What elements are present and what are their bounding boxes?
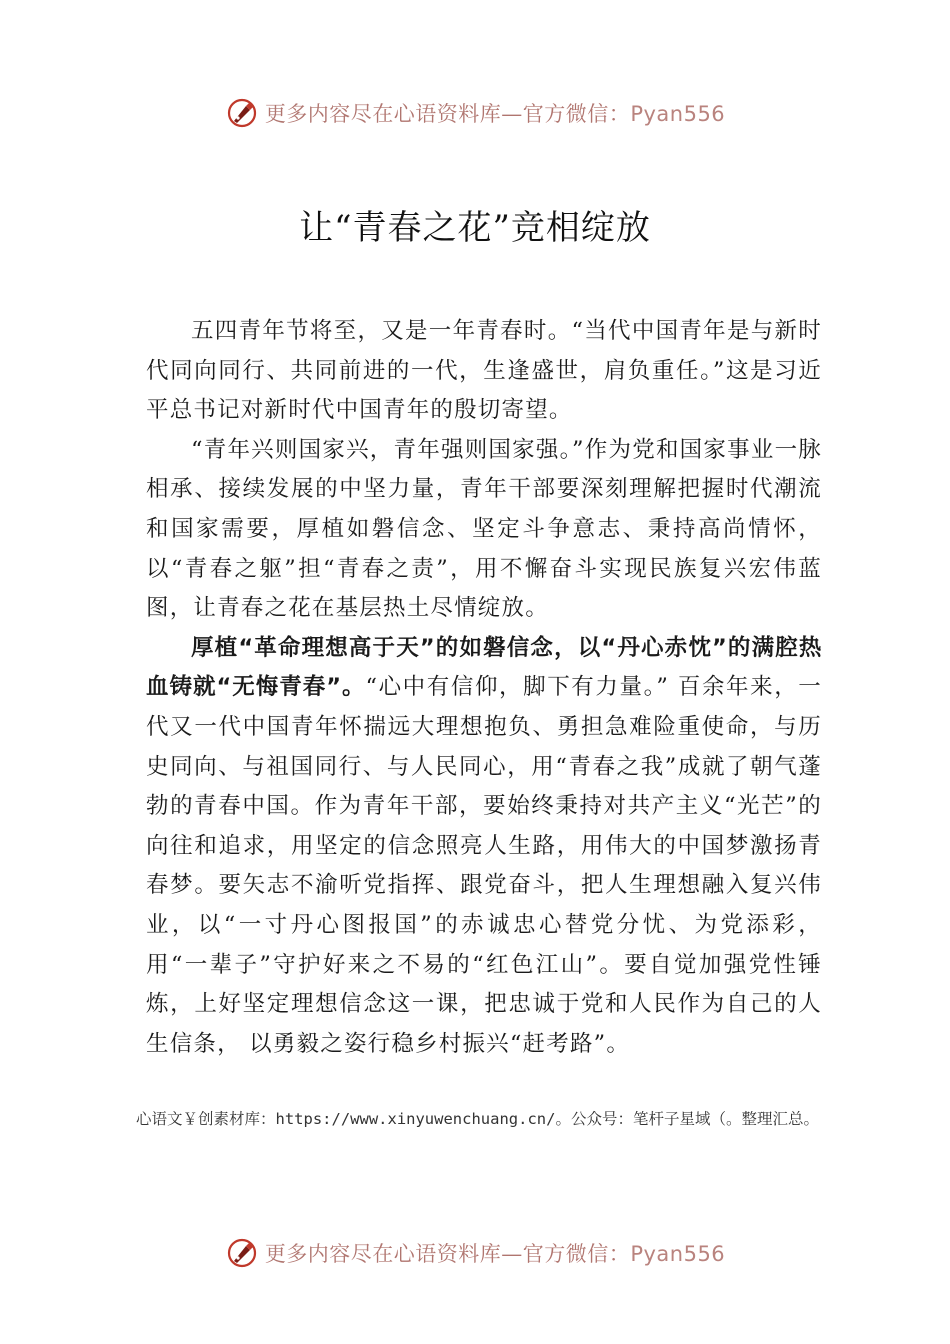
footer-banner-label: 更多内容尽在心语资料库—官方微信： (264, 1242, 631, 1266)
paragraph-3 (146, 629, 822, 1065)
paragraph-2: “青年兴则国家兴，青年强则国家强。”作为党和国家事业一脉相承、接续发展的中坚力量，青年干部要深刻理解把握时代潮流和国家需要，厚植如磐信念、坚定斗争意志、秉持高尚情怀，以“青春之躯”担“青春之责”，用不懈奋斗实现民族复兴宏伟蓝图，让青春之花在基层热土尽情绽放。 (146, 436, 822, 622)
pen-nib-logo-icon (225, 96, 259, 130)
document-body (146, 312, 822, 1064)
footer-wechat-id: Pyan556 (630, 1242, 726, 1266)
paragraph-1: 五四青年节将至，又是一年青春时。“当代中国青年是与新时代同向同行、共同前进的一代，生逢盛世，肩负重任。”这是习近平总书记对新时代中国青年的殷切寄望。 (146, 318, 822, 424)
footer-watermark-banner (0, 1236, 950, 1270)
document-title: 让“青春之花”竞相绽放 (299, 208, 651, 248)
header-wechat-id: Pyan556 (630, 102, 726, 126)
header-banner-label: 更多内容尽在心语资料库—官方微信： (264, 102, 631, 126)
pen-nib-logo-icon (225, 1236, 259, 1270)
footer-banner-text (265, 1238, 725, 1268)
header-watermark-banner (0, 96, 950, 130)
paragraph-3-body: “心中有信仰，脚下有力量。” 百余年来，一代又一代中国青年怀揣远大理想抱负、勇担急难险重使命，与历史同向、与祖国同行、与人民同心，用“青春之我”成就了朝气蓬勃的青春中国。作为青年干部，要始终秉持对共产主义“光芒”的向往和追求，用坚定的信念照亮人生路，用伟大的中国梦激扬青春梦。要矢志不渝听党指挥、跟党奋斗，把人生理想融入复兴伟业，以“一寸丹心图报国”的赤诚忠心替党分忧、为党添彩，用“一辈子”守护好来之不易的“红色江山”。要自觉加强党性锤炼，上好坚定理想信念这一课，把忠诚于党和人民作为自己的人生信条， 以勇毅之姿行稳乡村振兴“赶考路”。 (146, 674, 823, 1057)
paragraph-3-lead: 厚植“革命理想高于天”的如磐信念，以“丹心赤忱”的满腔热血铸就“无悔青春”。 (146, 634, 822, 701)
source-note: 心语文￥创素材库：https://www.xinyuwenchuang.cn/。公众号：笔杆子星域（。整理汇总。 (136, 1110, 819, 1128)
header-banner-text (265, 98, 725, 128)
